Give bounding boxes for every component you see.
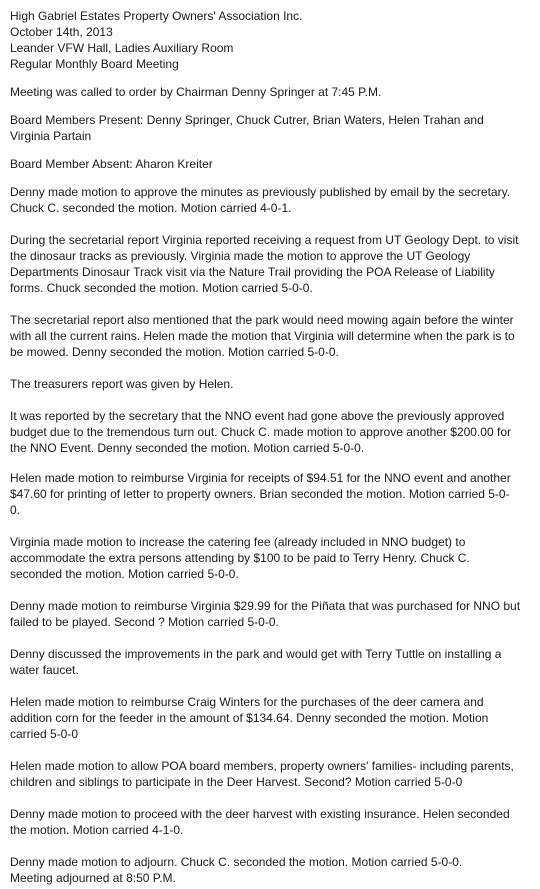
document-header: [10, 8, 532, 72]
text-line: Chuck C. seconded the motion. Motion carried 4-0-1.: [10, 201, 292, 215]
text-line: During the secretarial report Virginia reported receiving a request from UT Geology Dept. to visit: [10, 233, 519, 247]
text-line: the NNO Event. Denny seconded the motion. Motion carried 5-0-0.: [10, 441, 365, 455]
text-line: Virginia made motion to increase the catering fee (already included in NNO budget) to: [10, 535, 466, 549]
text-line: water faucet.: [10, 663, 79, 677]
meeting-date: October 14th, 2013: [10, 25, 113, 39]
text-line: the dinosaur tracks as previously. Virginia made the motion to approve the UT Geology: [10, 249, 471, 263]
text-line: forms. Chuck seconded the motion. Motion carried 5-0-0.: [10, 281, 313, 295]
text-line: the motion. Motion carried 4-1-0.: [10, 823, 184, 837]
paragraph-approve-minutes: [10, 184, 532, 216]
paragraph-adjourn: [10, 854, 532, 886]
text-line: with all the current rains. Helen made the motion that Virginia will determine when the park is to: [10, 329, 515, 343]
text-line: Board Members Present: Denny Springer, Chuck Cutrer, Brian Waters, Helen Trahan and: [10, 113, 484, 127]
text-line: Meeting adjourned at 8:50 P.M.: [10, 871, 176, 885]
text-line: carried 5-0-0: [10, 727, 79, 741]
text-line: Departments Dinosaur Track visit via the Nature Trail providing the POA Release of Liability: [10, 265, 495, 279]
paragraph-deer-harvest-insurance: [10, 806, 532, 838]
meeting-type: Regular Monthly Board Meeting: [10, 57, 179, 71]
text-line: Helen made motion to allow POA board members, property owners' families- including parents,: [10, 759, 514, 773]
text-line: failed to be played. Second ? Motion carried 5-0-0.: [10, 615, 279, 629]
meeting-location: Leander VFW Hall, Ladies Auxiliary Room: [10, 41, 234, 55]
text-line: Board Member Absent: Aharon Kreiter: [10, 157, 213, 171]
minutes-document: [10, 8, 532, 886]
text-line: be mowed. Denny seconded the motion. Motion carried 5-0-0.: [10, 345, 339, 359]
text-line: addition corn for the feeder in the amount of $134.64. Denny seconded the motion. Motion: [10, 711, 489, 725]
text-line: 0.: [10, 503, 21, 517]
text-line: The secretarial report also mentioned that the park would need mowing again before the winter: [10, 313, 514, 327]
paragraph-deer-camera: [10, 694, 532, 742]
paragraph-catering-fee: [10, 534, 532, 582]
text-line: Helen made motion to reimburse Craig Winters for the purchases of the deer camera and: [10, 695, 484, 709]
text-line: Denny made motion to approve the minutes as previously published by email by the secretary.: [10, 185, 511, 199]
text-line: Denny made motion to adjourn. Chuck C. seconded the motion. Motion carried 5-0-0.: [10, 855, 463, 869]
text-line: $47.60 for printing of letter to property owners. Brian seconded the motion. Motion carried 5-0-: [10, 487, 510, 501]
paragraph-member-absent: [10, 156, 532, 172]
paragraph-nno-budget: [10, 408, 532, 456]
text-line: budget due to the tremendous turn out. Chuck C. made motion to approve another $200.00 for: [10, 425, 511, 439]
text-line: seconded the motion. Motion carried 5-0-0.: [10, 567, 239, 581]
paragraph-deer-harvest-participants: [10, 758, 532, 790]
text-line: children and siblings to participate in the Deer Harvest. Second? Motion carried 5-0-0: [10, 775, 463, 789]
paragraph-treasurers-report: [10, 376, 532, 392]
text-line: Denny made motion to reimburse Virginia $29.99 for the Piñata that was purchased for NNO but: [10, 599, 521, 613]
text-line: Helen made motion to reimburse Virginia for receipts of $94.51 for the NNO event and another: [10, 471, 511, 485]
text-line: The treasurers report was given by Helen.: [10, 377, 234, 391]
paragraph-park-mowing: [10, 312, 532, 360]
text-line: Virginia Partain: [10, 129, 92, 143]
paragraph-pinata: [10, 598, 532, 630]
paragraph-call-to-order: [10, 84, 532, 100]
paragraph-park-improvements: [10, 646, 532, 678]
paragraph-reimburse-receipts: [10, 470, 532, 518]
association-name: High Gabriel Estates Property Owners' Association Inc.: [10, 9, 303, 23]
text-line: Meeting was called to order by Chairman Denny Springer at 7:45 P.M.: [10, 85, 382, 99]
text-line: Denny discussed the improvements in the park and would get with Terry Tuttle on installing a: [10, 647, 502, 661]
text-line: accommodate the extra persons attending by $100 to be paid to Terry Henry. Chuck C.: [10, 551, 470, 565]
paragraph-members-present: [10, 112, 532, 144]
text-line: It was reported by the secretary that the NNO event had gone above the previously approved: [10, 409, 505, 423]
text-line: Denny made motion to proceed with the deer harvest with existing insurance. Helen seconded: [10, 807, 510, 821]
paragraph-secretarial-report: [10, 232, 532, 296]
